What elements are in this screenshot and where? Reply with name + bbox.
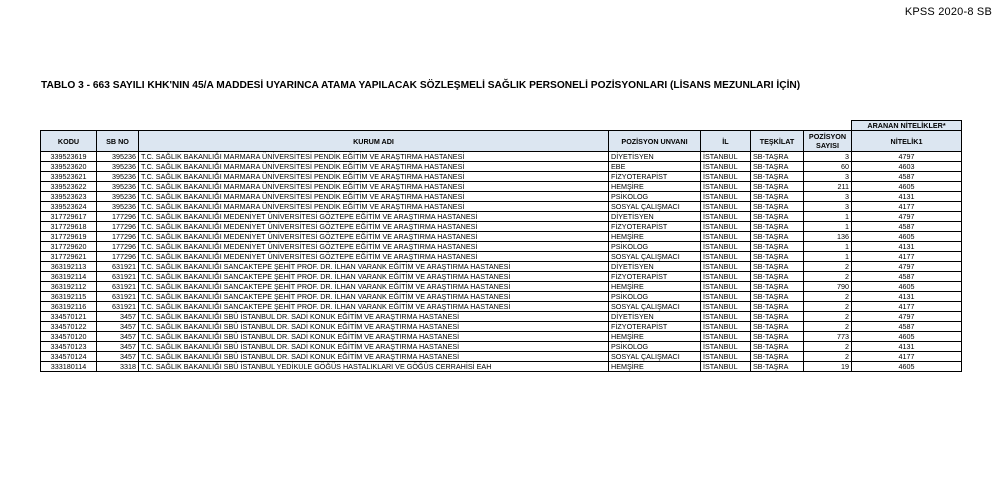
header-kodu: KODU	[41, 131, 97, 152]
cell-sb-no: 631921	[97, 292, 139, 302]
cell-sb-no: 395236	[97, 162, 139, 172]
cell-kurum-adi: T.C. SAĞLIK BAKANLIĞI SBÜ İSTANBUL DR. SADİ KONUK EĞİTİM VE ARAŞTIRMA HASTANESİ	[139, 342, 609, 352]
cell-kodu: 317729619	[41, 232, 97, 242]
cell-pozisyon-sayisi: 2	[804, 302, 852, 312]
cell-il: İSTANBUL	[701, 242, 751, 252]
cell-il: İSTANBUL	[701, 172, 751, 182]
cell-kodu: 363192113	[41, 262, 97, 272]
cell-pozisyon-unvani: PSİKOLOG	[609, 342, 701, 352]
header-il: İL	[701, 131, 751, 152]
cell-sb-no: 631921	[97, 262, 139, 272]
cell-kurum-adi: T.C. SAĞLIK BAKANLIĞI MARMARA ÜNİVERSİTESİ PENDİK EĞİTİM VE ARAŞTIRMA HASTANESİ	[139, 202, 609, 212]
cell-pozisyon-sayisi: 211	[804, 182, 852, 192]
cell-pozisyon-sayisi: 3	[804, 202, 852, 212]
cell-sb-no: 177296	[97, 242, 139, 252]
cell-nitelik1: 4587	[852, 272, 962, 282]
cell-kurum-adi: T.C. SAĞLIK BAKANLIĞI SBÜ İSTANBUL DR. SADİ KONUK EĞİTİM VE ARAŞTIRMA HASTANESİ	[139, 332, 609, 342]
header-pozisyon-sayisi: POZİSYON SAYISI	[804, 131, 852, 152]
cell-pozisyon-sayisi: 2	[804, 342, 852, 352]
cell-pozisyon-unvani: PSİKOLOG	[609, 192, 701, 202]
header-teskilat: TEŞKİLAT	[751, 131, 804, 152]
cell-kodu: 317729617	[41, 212, 97, 222]
cell-kodu: 363192116	[41, 302, 97, 312]
cell-pozisyon-sayisi: 19	[804, 362, 852, 372]
cell-pozisyon-sayisi: 2	[804, 322, 852, 332]
cell-nitelik1: 4587	[852, 222, 962, 232]
cell-nitelik1: 4587	[852, 322, 962, 332]
cell-nitelik1: 4797	[852, 152, 962, 162]
cell-sb-no: 3457	[97, 332, 139, 342]
table-row	[41, 202, 962, 212]
cell-pozisyon-unvani: SOSYAL ÇALIŞMACI	[609, 252, 701, 262]
cell-teskilat: SB-TAŞRA	[751, 212, 804, 222]
cell-pozisyon-unvani: FİZYOTERAPİST	[609, 172, 701, 182]
cell-pozisyon-unvani: PSİKOLOG	[609, 242, 701, 252]
cell-nitelik1: 4797	[852, 312, 962, 322]
header-sb-no: SB NO	[97, 131, 139, 152]
cell-nitelik1: 4131	[852, 292, 962, 302]
cell-pozisyon-unvani: HEMŞİRE	[609, 232, 701, 242]
cell-pozisyon-unvani: FİZYOTERAPİST	[609, 222, 701, 232]
cell-pozisyon-sayisi: 60	[804, 162, 852, 172]
cell-nitelik1: 4177	[852, 302, 962, 312]
cell-il: İSTANBUL	[701, 192, 751, 202]
cell-sb-no: 3457	[97, 352, 139, 362]
cell-pozisyon-unvani: SOSYAL ÇALIŞMACI	[609, 352, 701, 362]
cell-kodu: 363192115	[41, 292, 97, 302]
cell-pozisyon-sayisi: 1	[804, 242, 852, 252]
cell-sb-no: 631921	[97, 302, 139, 312]
table-row	[41, 322, 962, 332]
cell-kodu: 363192114	[41, 272, 97, 282]
cell-nitelik1: 4605	[852, 362, 962, 372]
table-row	[41, 362, 962, 372]
cell-pozisyon-unvani: DİYETİSYEN	[609, 262, 701, 272]
cell-teskilat: SB-TAŞRA	[751, 302, 804, 312]
cell-kodu: 334570121	[41, 312, 97, 322]
cell-il: İSTANBUL	[701, 292, 751, 302]
table-body	[41, 152, 962, 372]
cell-kodu: 339523619	[41, 152, 97, 162]
cell-nitelik1: 4177	[852, 202, 962, 212]
cell-pozisyon-sayisi: 3	[804, 152, 852, 162]
cell-kodu: 334570123	[41, 342, 97, 352]
table-row	[41, 152, 962, 162]
cell-il: İSTANBUL	[701, 332, 751, 342]
cell-pozisyon-sayisi: 2	[804, 312, 852, 322]
cell-il: İSTANBUL	[701, 272, 751, 282]
cell-teskilat: SB-TAŞRA	[751, 232, 804, 242]
cell-sb-no: 3457	[97, 322, 139, 332]
table-title: TABLO 3 - 663 SAYILI KHK'NIN 45/A MADDESİ UYARINCA ATAMA YAPILACAK SÖZLEŞMELİ SAĞLIK PERSONELİ POZİSYONLARI (LİSANS MEZUNLARI İÇİN)	[41, 80, 801, 91]
cell-teskilat: SB-TAŞRA	[751, 202, 804, 212]
cell-sb-no: 631921	[97, 272, 139, 282]
cell-nitelik1: 4605	[852, 232, 962, 242]
cell-nitelik1: 4131	[852, 192, 962, 202]
table-row	[41, 342, 962, 352]
cell-sb-no: 177296	[97, 222, 139, 232]
cell-pozisyon-unvani: FİZYOTERAPİST	[609, 322, 701, 332]
cell-teskilat: SB-TAŞRA	[751, 352, 804, 362]
cell-kurum-adi: T.C. SAĞLIK BAKANLIĞI MARMARA ÜNİVERSİTESİ PENDİK EĞİTİM VE ARAŞTIRMA HASTANESİ	[139, 162, 609, 172]
cell-pozisyon-sayisi: 3	[804, 192, 852, 202]
cell-il: İSTANBUL	[701, 222, 751, 232]
table-row	[41, 272, 962, 282]
cell-teskilat: SB-TAŞRA	[751, 182, 804, 192]
cell-pozisyon-unvani: FİZYOTERAPİST	[609, 272, 701, 282]
cell-teskilat: SB-TAŞRA	[751, 322, 804, 332]
cell-nitelik1: 4797	[852, 262, 962, 272]
cell-pozisyon-unvani: DİYETİSYEN	[609, 312, 701, 322]
table-row	[41, 192, 962, 202]
table-row	[41, 312, 962, 322]
table-row	[41, 232, 962, 242]
header-nitelik1: NİTELİK1	[852, 131, 962, 152]
table-row	[41, 222, 962, 232]
document-code-label: KPSS 2020-8 SB	[904, 6, 992, 18]
cell-teskilat: SB-TAŞRA	[751, 282, 804, 292]
cell-il: İSTANBUL	[701, 212, 751, 222]
table-row	[41, 172, 962, 182]
cell-kurum-adi: T.C. SAĞLIK BAKANLIĞI MEDENİYET ÜNİVERSİTESİ GÖZTEPE EĞİTİM VE ARAŞTIRMA HASTANESİ	[139, 232, 609, 242]
cell-kodu: 317729620	[41, 242, 97, 252]
cell-pozisyon-unvani: HEMŞİRE	[609, 182, 701, 192]
header-group-row	[41, 121, 962, 131]
cell-teskilat: SB-TAŞRA	[751, 172, 804, 182]
cell-kurum-adi: T.C. SAĞLIK BAKANLIĞI MARMARA ÜNİVERSİTESİ PENDİK EĞİTİM VE ARAŞTIRMA HASTANESİ	[139, 182, 609, 192]
header-kurum-adi: KURUM ADI	[139, 131, 609, 152]
table-row	[41, 292, 962, 302]
cell-sb-no: 395236	[97, 172, 139, 182]
cell-il: İSTANBUL	[701, 252, 751, 262]
cell-kurum-adi: T.C. SAĞLIK BAKANLIĞI SBÜ İSTANBUL YEDİKULE GÖĞÜS HASTALIKLARI VE GÖĞÜS CERRAHİSİ EAH	[139, 362, 609, 372]
cell-nitelik1: 4603	[852, 162, 962, 172]
cell-kurum-adi: T.C. SAĞLIK BAKANLIĞI MEDENİYET ÜNİVERSİTESİ GÖZTEPE EĞİTİM VE ARAŞTIRMA HASTANESİ	[139, 222, 609, 232]
table-row	[41, 282, 962, 292]
cell-teskilat: SB-TAŞRA	[751, 162, 804, 172]
header-pozisyon-unvani: POZİSYON UNVANI	[609, 131, 701, 152]
cell-sb-no: 395236	[97, 152, 139, 162]
cell-sb-no: 177296	[97, 232, 139, 242]
cell-pozisyon-unvani: HEMŞİRE	[609, 332, 701, 342]
header-row	[41, 131, 962, 152]
cell-sb-no: 395236	[97, 182, 139, 192]
cell-kodu: 317729621	[41, 252, 97, 262]
cell-pozisyon-sayisi: 136	[804, 232, 852, 242]
positions-table	[40, 120, 962, 372]
table-row	[41, 262, 962, 272]
cell-pozisyon-sayisi: 2	[804, 272, 852, 282]
cell-il: İSTANBUL	[701, 232, 751, 242]
cell-il: İSTANBUL	[701, 312, 751, 322]
table-row	[41, 352, 962, 362]
cell-nitelik1: 4131	[852, 242, 962, 252]
cell-kurum-adi: T.C. SAĞLIK BAKANLIĞI SANCAKTEPE ŞEHİT PROF. DR. İLHAN VARANK EĞİTİM VE ARAŞTIRMA HASTANESİ	[139, 302, 609, 312]
cell-il: İSTANBUL	[701, 282, 751, 292]
cell-sb-no: 177296	[97, 212, 139, 222]
cell-sb-no: 631921	[97, 282, 139, 292]
cell-kodu: 339523623	[41, 192, 97, 202]
cell-nitelik1: 4605	[852, 332, 962, 342]
header-aranan-nitelikler: ARANAN NİTELİKLER*	[852, 121, 962, 131]
cell-pozisyon-sayisi: 2	[804, 352, 852, 362]
cell-pozisyon-sayisi: 2	[804, 262, 852, 272]
cell-pozisyon-unvani: DİYETİSYEN	[609, 212, 701, 222]
cell-kurum-adi: T.C. SAĞLIK BAKANLIĞI SBÜ İSTANBUL DR. SADİ KONUK EĞİTİM VE ARAŞTIRMA HASTANESİ	[139, 312, 609, 322]
cell-pozisyon-sayisi: 790	[804, 282, 852, 292]
cell-il: İSTANBUL	[701, 362, 751, 372]
cell-kurum-adi: T.C. SAĞLIK BAKANLIĞI MEDENİYET ÜNİVERSİTESİ GÖZTEPE EĞİTİM VE ARAŞTIRMA HASTANESİ	[139, 242, 609, 252]
cell-sb-no: 395236	[97, 192, 139, 202]
cell-sb-no: 395236	[97, 202, 139, 212]
cell-il: İSTANBUL	[701, 162, 751, 172]
cell-il: İSTANBUL	[701, 202, 751, 212]
cell-nitelik1: 4587	[852, 172, 962, 182]
cell-teskilat: SB-TAŞRA	[751, 222, 804, 232]
cell-teskilat: SB-TAŞRA	[751, 252, 804, 262]
cell-kodu: 363192112	[41, 282, 97, 292]
cell-pozisyon-sayisi: 773	[804, 332, 852, 342]
cell-kurum-adi: T.C. SAĞLIK BAKANLIĞI MEDENİYET ÜNİVERSİTESİ GÖZTEPE EĞİTİM VE ARAŞTIRMA HASTANESİ	[139, 212, 609, 222]
cell-pozisyon-unvani: PSİKOLOG	[609, 292, 701, 302]
cell-pozisyon-sayisi: 1	[804, 222, 852, 232]
cell-pozisyon-sayisi: 2	[804, 292, 852, 302]
cell-nitelik1: 4177	[852, 352, 962, 362]
cell-kurum-adi: T.C. SAĞLIK BAKANLIĞI SANCAKTEPE ŞEHİT PROF. DR. İLHAN VARANK EĞİTİM VE ARAŞTIRMA HASTANESİ	[139, 272, 609, 282]
cell-teskilat: SB-TAŞRA	[751, 262, 804, 272]
cell-kodu: 334570122	[41, 322, 97, 332]
table-row	[41, 332, 962, 342]
table-row	[41, 162, 962, 172]
cell-pozisyon-unvani: HEMŞİRE	[609, 282, 701, 292]
cell-kurum-adi: T.C. SAĞLIK BAKANLIĞI SANCAKTEPE ŞEHİT PROF. DR. İLHAN VARANK EĞİTİM VE ARAŞTIRMA HASTANESİ	[139, 292, 609, 302]
cell-sb-no: 177296	[97, 252, 139, 262]
table-row	[41, 182, 962, 192]
cell-pozisyon-unvani: SOSYAL ÇALIŞMACI	[609, 302, 701, 312]
cell-kodu: 339523620	[41, 162, 97, 172]
cell-kurum-adi: T.C. SAĞLIK BAKANLIĞI SBÜ İSTANBUL DR. SADİ KONUK EĞİTİM VE ARAŞTIRMA HASTANESİ	[139, 322, 609, 332]
cell-kurum-adi: T.C. SAĞLIK BAKANLIĞI SBÜ İSTANBUL DR. SADİ KONUK EĞİTİM VE ARAŞTIRMA HASTANESİ	[139, 352, 609, 362]
cell-nitelik1: 4177	[852, 252, 962, 262]
cell-pozisyon-sayisi: 3	[804, 172, 852, 182]
cell-kodu: 333180114	[41, 362, 97, 372]
cell-kodu: 339523624	[41, 202, 97, 212]
cell-il: İSTANBUL	[701, 322, 751, 332]
cell-kodu: 339523621	[41, 172, 97, 182]
cell-teskilat: SB-TAŞRA	[751, 242, 804, 252]
cell-nitelik1: 4797	[852, 212, 962, 222]
cell-sb-no: 3457	[97, 312, 139, 322]
cell-teskilat: SB-TAŞRA	[751, 342, 804, 352]
cell-kodu: 334570120	[41, 332, 97, 342]
cell-kurum-adi: T.C. SAĞLIK BAKANLIĞI MARMARA ÜNİVERSİTESİ PENDİK EĞİTİM VE ARAŞTIRMA HASTANESİ	[139, 172, 609, 182]
cell-kurum-adi: T.C. SAĞLIK BAKANLIĞI SANCAKTEPE ŞEHİT PROF. DR. İLHAN VARANK EĞİTİM VE ARAŞTIRMA HASTANESİ	[139, 282, 609, 292]
table-row	[41, 302, 962, 312]
cell-il: İSTANBUL	[701, 182, 751, 192]
cell-kodu: 339523622	[41, 182, 97, 192]
cell-pozisyon-unvani: DİYETİSYEN	[609, 152, 701, 162]
cell-kurum-adi: T.C. SAĞLIK BAKANLIĞI SANCAKTEPE ŞEHİT PROF. DR. İLHAN VARANK EĞİTİM VE ARAŞTIRMA HASTANESİ	[139, 262, 609, 272]
cell-nitelik1: 4131	[852, 342, 962, 352]
cell-pozisyon-sayisi: 1	[804, 252, 852, 262]
cell-pozisyon-unvani: HEMŞİRE	[609, 362, 701, 372]
cell-pozisyon-unvani: EBE	[609, 162, 701, 172]
cell-nitelik1: 4605	[852, 282, 962, 292]
cell-sb-no: 3318	[97, 362, 139, 372]
cell-kodu: 317729618	[41, 222, 97, 232]
cell-kurum-adi: T.C. SAĞLIK BAKANLIĞI MARMARA ÜNİVERSİTESİ PENDİK EĞİTİM VE ARAŞTIRMA HASTANESİ	[139, 192, 609, 202]
cell-kodu: 334570124	[41, 352, 97, 362]
table-row	[41, 252, 962, 262]
table-row	[41, 242, 962, 252]
cell-il: İSTANBUL	[701, 262, 751, 272]
cell-il: İSTANBUL	[701, 352, 751, 362]
cell-il: İSTANBUL	[701, 152, 751, 162]
cell-kurum-adi: T.C. SAĞLIK BAKANLIĞI MARMARA ÜNİVERSİTESİ PENDİK EĞİTİM VE ARAŞTIRMA HASTANESİ	[139, 152, 609, 162]
cell-teskilat: SB-TAŞRA	[751, 332, 804, 342]
cell-il: İSTANBUL	[701, 302, 751, 312]
cell-nitelik1: 4605	[852, 182, 962, 192]
cell-teskilat: SB-TAŞRA	[751, 152, 804, 162]
cell-teskilat: SB-TAŞRA	[751, 192, 804, 202]
cell-sb-no: 3457	[97, 342, 139, 352]
cell-teskilat: SB-TAŞRA	[751, 312, 804, 322]
cell-teskilat: SB-TAŞRA	[751, 362, 804, 372]
cell-teskilat: SB-TAŞRA	[751, 272, 804, 282]
table-row	[41, 212, 962, 222]
cell-pozisyon-unvani: SOSYAL ÇALIŞMACI	[609, 202, 701, 212]
cell-kurum-adi: T.C. SAĞLIK BAKANLIĞI MEDENİYET ÜNİVERSİTESİ GÖZTEPE EĞİTİM VE ARAŞTIRMA HASTANESİ	[139, 252, 609, 262]
cell-pozisyon-sayisi: 1	[804, 212, 852, 222]
cell-il: İSTANBUL	[701, 342, 751, 352]
cell-teskilat: SB-TAŞRA	[751, 292, 804, 302]
